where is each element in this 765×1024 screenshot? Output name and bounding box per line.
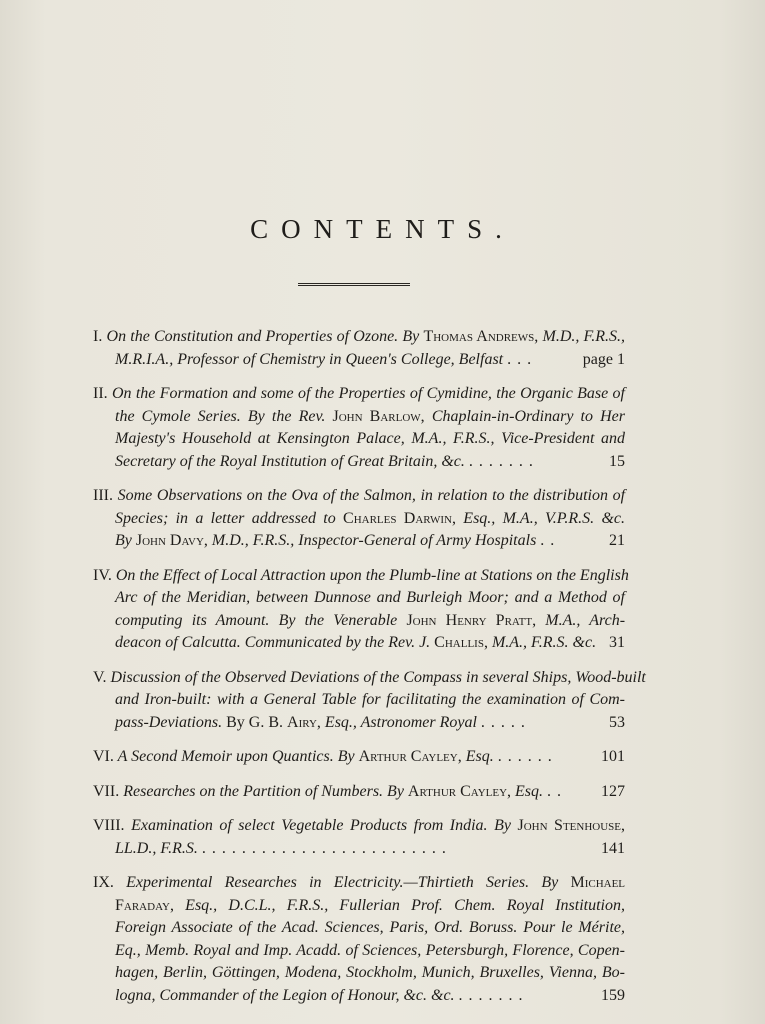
entry-text: By the Venerable xyxy=(278,611,398,629)
page-number: 31 xyxy=(609,634,625,651)
entry-line xyxy=(93,940,625,963)
entry-line xyxy=(93,746,625,769)
entry-text: and Iron-built: with a General Table for facilitating the examination of Com- xyxy=(115,691,625,708)
entry-text: By xyxy=(387,782,404,800)
leader-dots: . . xyxy=(540,532,556,549)
entry-text: Esq., Astronomer Royal xyxy=(324,713,477,731)
page-number: 53 xyxy=(609,713,625,731)
entry-numeral: VI. xyxy=(93,748,114,765)
entry-title: Discussion of the Observed Deviations of the Compass in several Ships, Wood-built xyxy=(110,668,646,686)
entry-text: pass-Deviations. xyxy=(115,713,223,731)
entry-numeral: IX. xyxy=(93,874,114,891)
entry-title: Examination of select Vegetable Products from India. xyxy=(131,817,488,834)
entry-line xyxy=(93,781,625,804)
entry-title: Some Observations on the Ova of the Salmon, in relation to the distribution of xyxy=(117,487,626,504)
entry-line xyxy=(93,667,646,690)
contents-entry xyxy=(93,872,625,1007)
leader-dots: . . . . . . . xyxy=(458,986,524,1004)
contents-entry xyxy=(93,667,646,735)
entry-text: M.A., Arch- xyxy=(545,611,626,629)
entry-line xyxy=(93,962,625,985)
entry-numeral: IV. xyxy=(93,566,112,584)
entry-text: Species; in a letter addressed to xyxy=(115,509,336,527)
contents-list xyxy=(93,326,646,1019)
author-name: Charles Darwin, xyxy=(343,509,456,527)
entry-line xyxy=(93,326,625,349)
entry-text: Esq. xyxy=(515,782,544,800)
page-number: 101 xyxy=(601,748,625,765)
entry-text: By xyxy=(115,532,132,549)
author-name: Thomas Andrews, xyxy=(423,328,539,345)
entry-title: On the Constitution and Properties of Ozone. xyxy=(106,328,399,345)
author-name: Michael xyxy=(570,874,626,891)
entry-numeral: II. xyxy=(93,385,108,402)
page-number: 15 xyxy=(609,452,625,470)
author-name: John Stenhouse, xyxy=(517,817,625,834)
entry-text: Secretary of the Royal Institution of Great Britain, &c. xyxy=(115,452,465,470)
entry-numeral: VIII. xyxy=(93,817,125,834)
entry-numeral: V. xyxy=(93,668,107,686)
entry-text: LL.D., F.R.S. xyxy=(115,839,198,857)
entry-text: Majesty's Household at Kensington Palace, M.A., F.R.S., Vice-President and xyxy=(115,430,625,447)
contents-entry xyxy=(93,565,629,655)
entry-text: By xyxy=(337,748,355,765)
entry-text: By the Rev. xyxy=(247,407,326,425)
entry-text: the Cymole Series. xyxy=(115,407,241,425)
entry-line xyxy=(93,485,625,508)
author-name: Arthur Cayley, xyxy=(407,782,512,800)
entry-line xyxy=(93,587,625,610)
entry-text: M.D., F.R.S., xyxy=(542,328,626,345)
entry-line xyxy=(93,508,625,531)
entry-text: M.R.I.A., Professor of Chemistry in Queen's College, Belfast xyxy=(115,350,504,368)
entry-text: logna, Commander of the Legion of Honour, &c. &c. xyxy=(115,986,455,1004)
author-name: John Henry Pratt, xyxy=(406,611,537,629)
entry-line xyxy=(93,712,625,735)
contents-entry xyxy=(93,383,625,473)
contents-entry xyxy=(93,326,625,371)
page-title: CONTENTS. xyxy=(250,214,515,244)
entry-line xyxy=(93,815,625,838)
entry-text: deacon of Calcutta. Communicated by the Rev. J. xyxy=(115,634,431,651)
entry-line xyxy=(93,872,625,895)
entry-title: Experimental Researches in Electricity.—Thirtieth Series. xyxy=(126,874,530,891)
entry-title: On the Effect of Local Attraction upon the Plumb-line at Stations on the English xyxy=(115,566,629,584)
leader-dots: . . . . . . . xyxy=(468,452,534,470)
author-name: Challis, xyxy=(434,634,488,651)
author-name: Faraday, xyxy=(115,896,174,914)
entry-line xyxy=(93,917,625,940)
entry-text: Arc of the Meridian, between Dunnose and Burleigh Moor; and a Method of xyxy=(115,589,625,606)
entry-text: Esq. xyxy=(465,748,494,765)
page-number: 141 xyxy=(601,839,625,857)
entry-line xyxy=(93,985,625,1008)
entry-line xyxy=(93,428,625,451)
page-number: 159 xyxy=(601,986,625,1004)
entry-line xyxy=(93,632,625,655)
title-rule xyxy=(298,283,410,287)
entry-title: A Second Memoir upon Quantics. xyxy=(117,748,334,765)
entry-text: computing its Amount. xyxy=(115,611,270,629)
entry-text: By G. B. xyxy=(226,713,284,731)
entry-numeral: III. xyxy=(93,487,113,504)
entry-text: By xyxy=(541,874,559,891)
leader-dots: . . . . . . . . . . . . . . . . . . . . . . . . . xyxy=(201,839,447,857)
page-number: 21 xyxy=(609,532,625,549)
entry-text: By xyxy=(402,328,420,345)
leader-dots: . . . . . . xyxy=(497,748,553,765)
entry-line xyxy=(93,895,625,918)
contents-entry xyxy=(93,746,625,769)
entry-text: By xyxy=(494,817,511,834)
entry-text: M.A., F.R.S. &c. xyxy=(491,634,597,651)
contents-entry xyxy=(93,485,625,553)
entry-line xyxy=(93,406,625,429)
page-number: page 1 xyxy=(582,350,625,368)
leader-dots: . . . xyxy=(507,350,533,368)
entry-numeral: I. xyxy=(93,328,103,345)
entry-title: Researches on the Partition of Numbers. xyxy=(123,782,384,800)
author-name: Airy, xyxy=(287,713,321,731)
entry-line xyxy=(93,451,625,474)
entry-text: M.D., F.R.S., Inspector-General of Army Hospitals xyxy=(211,532,537,549)
entry-title: On the Formation and some of the Properties of Cymidine, the Organic Base of xyxy=(111,385,625,402)
author-name: John Barlow, xyxy=(332,407,425,425)
entry-line xyxy=(93,689,625,712)
entry-numeral: VII. xyxy=(93,782,120,800)
contents-entry xyxy=(93,815,625,860)
entry-text: hagen, Berlin, Göttingen, Modena, Stockholm, Munich, Bruxelles, Vienna, Bo- xyxy=(115,964,625,981)
page-number: 127 xyxy=(601,782,625,800)
entry-text: Esq., D.C.L., F.R.S., Fullerian Prof. Chem. Royal Institution, xyxy=(185,896,626,914)
entry-line xyxy=(93,383,625,406)
entry-line xyxy=(93,610,625,633)
entry-line xyxy=(93,530,625,553)
author-name: John Davy, xyxy=(135,532,208,549)
entry-line xyxy=(93,349,625,372)
contents-entry xyxy=(93,781,625,804)
leader-dots: . . . . . xyxy=(480,713,526,731)
entry-line xyxy=(93,565,629,588)
entry-text: Foreign Associate of the Acad. Sciences, Paris, Ord. Boruss. Pour le Mérite, xyxy=(115,919,625,936)
entry-line xyxy=(93,838,625,861)
entry-text: Chaplain-in-Ordinary to Her xyxy=(431,407,626,425)
entry-text: Eq., Memb. Royal and Imp. Acadd. of Sciences, Petersburgh, Florence, Copen- xyxy=(115,941,625,959)
leader-dots: . . xyxy=(547,782,563,800)
entry-text: Esq., M.A., V.P.R.S. &c. xyxy=(463,509,626,527)
author-name: Arthur Cayley, xyxy=(358,748,462,765)
